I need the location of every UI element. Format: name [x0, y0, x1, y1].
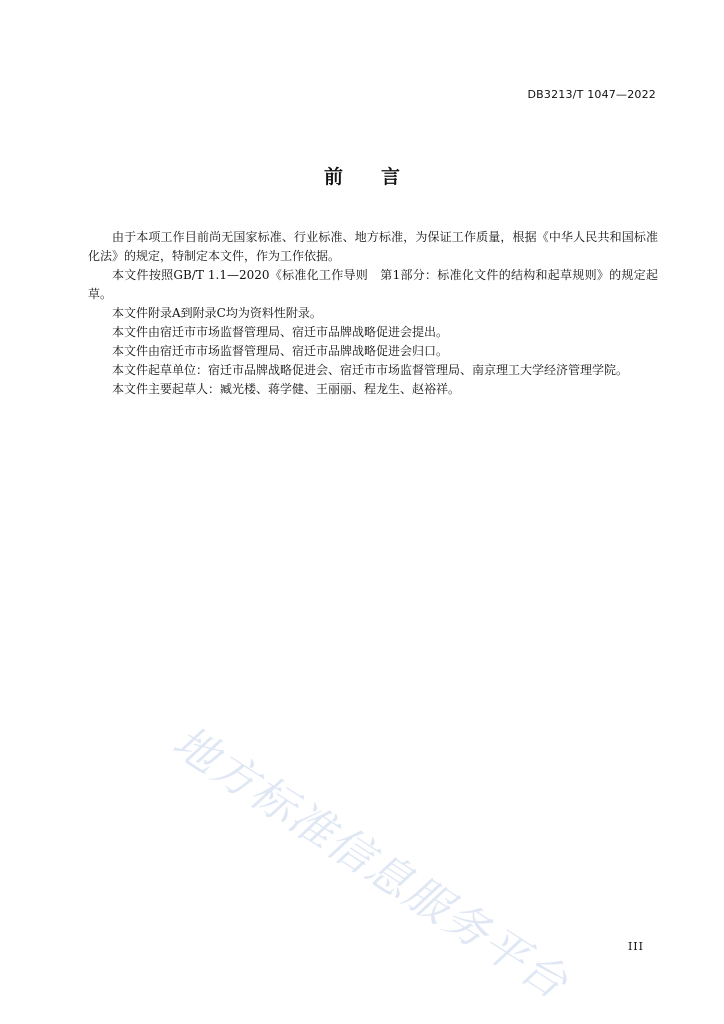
page-title [0, 162, 724, 189]
paragraph-drafting-units: 本文件起草单位：宿迁市品牌战略促进会、宿迁市市场监督管理局、南京理工大学经济管理学院。 [112, 363, 629, 377]
document-code: DB3213/T 1047—2022 [527, 88, 656, 101]
title-char-1: 前 [323, 166, 343, 188]
title-char-2: 言 [381, 166, 401, 188]
foreword-body [88, 228, 658, 399]
paragraph-proposer: 本文件由宿迁市市场监督管理局、宿迁市品牌战略促进会提出。 [112, 325, 449, 339]
paragraph-drafting-rules: 本文件按照GB/T 1.1—2020《标准化工作导则 第1部分：标准化文件的结构和起草规则》的规定起草。 [88, 268, 658, 301]
paragraph-centralized: 本文件由宿迁市市场监督管理局、宿迁市品牌战略促进会归口。 [112, 344, 449, 358]
watermark: 地方标准信息服务平台 [163, 716, 578, 1010]
paragraph-basis: 由于本项工作目前尚无国家标准、行业标准、地方标准，为保证工作质量，根据《中华人民共和国标准化法》的规定，特制定本文件，作为工作依据。 [88, 230, 658, 263]
page-number: III [627, 940, 644, 953]
paragraph-appendix: 本文件附录A到附录C均为资料性附录。 [112, 306, 322, 320]
paragraph-drafters: 本文件主要起草人：臧光楼、蒋学健、王丽丽、程龙生、赵裕祥。 [112, 382, 461, 396]
